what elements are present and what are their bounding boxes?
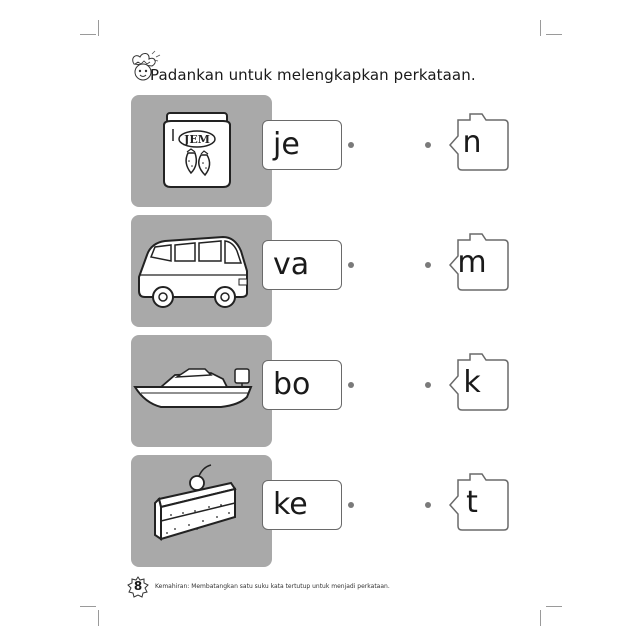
cake-icon bbox=[131, 455, 272, 567]
crop-mark bbox=[80, 606, 96, 607]
crop-mark bbox=[98, 610, 99, 626]
syllable-card[interactable]: ke bbox=[262, 480, 342, 530]
match-row bbox=[0, 335, 640, 447]
picture-box bbox=[131, 335, 272, 447]
picture-box bbox=[131, 455, 272, 567]
picture-box bbox=[131, 95, 272, 207]
match-row bbox=[0, 455, 640, 567]
crop-mark bbox=[546, 606, 562, 607]
crop-mark bbox=[98, 20, 99, 36]
syllable-card[interactable]: bo bbox=[262, 360, 342, 410]
match-dot[interactable] bbox=[348, 262, 354, 268]
syllable-card[interactable]: va bbox=[262, 240, 342, 290]
boat-icon bbox=[131, 335, 272, 447]
match-row bbox=[0, 95, 640, 207]
letter-card[interactable]: t bbox=[466, 485, 478, 520]
van-icon bbox=[131, 215, 272, 327]
syllable-card[interactable]: je bbox=[262, 120, 342, 170]
letter-card[interactable]: n bbox=[462, 125, 482, 160]
crop-mark bbox=[540, 20, 541, 36]
instruction-text: Padankan untuk melengkapkan perkataan. bbox=[150, 66, 476, 84]
jar-label: JEM bbox=[184, 133, 210, 146]
match-dot[interactable] bbox=[425, 382, 431, 388]
skill-footnote: Kemahiran: Membatangkan satu suku kata tertutup untuk menjadi perkataan. bbox=[155, 583, 390, 590]
crop-mark bbox=[540, 610, 541, 626]
match-row bbox=[0, 215, 640, 327]
match-dot[interactable] bbox=[348, 142, 354, 148]
jam-jar-icon bbox=[131, 95, 272, 207]
match-dot[interactable] bbox=[425, 142, 431, 148]
letter-card[interactable]: m bbox=[457, 245, 487, 280]
match-dot[interactable] bbox=[425, 502, 431, 508]
crop-mark bbox=[80, 34, 96, 35]
picture-box bbox=[131, 215, 272, 327]
match-dot[interactable] bbox=[348, 502, 354, 508]
letter-card[interactable]: k bbox=[463, 365, 481, 400]
match-dot[interactable] bbox=[348, 382, 354, 388]
crop-mark bbox=[546, 34, 562, 35]
match-dot[interactable] bbox=[425, 262, 431, 268]
page-number: 8 bbox=[133, 579, 143, 593]
